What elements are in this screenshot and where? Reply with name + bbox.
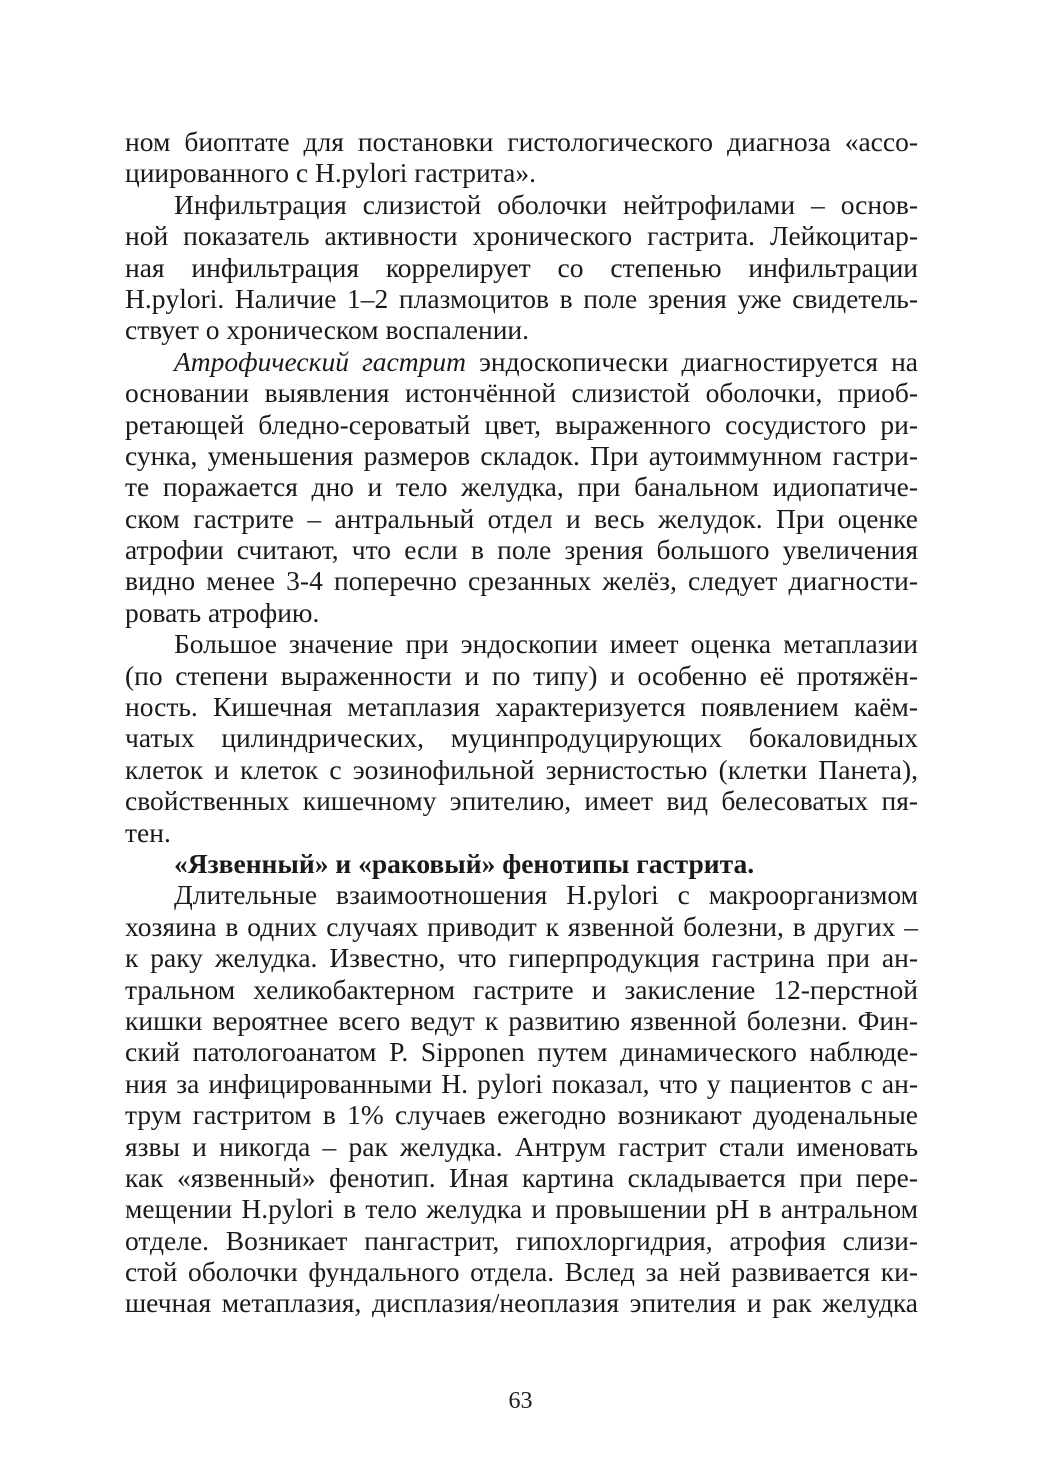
text-line: основании выявления истончённой слизистой оболочки, приоб- [125, 377, 918, 409]
text-line: ном биоптате для постановки гистологического диагноза «ассо- [125, 126, 918, 157]
text-line: циированного с H.pylori гастрита». [125, 157, 536, 189]
text-line: тральном хеликобактерном гастрите и закисление 12-перстной [125, 973, 918, 1005]
text-line: как «язвенный» фенотип. Иная картина складывается при пере- [125, 1161, 918, 1193]
text-line: ная инфильтрация коррелирует со степенью инфильтрации [125, 251, 918, 283]
text-line: те поражается дно и тело желудка, при банальном идиопатиче- [125, 471, 918, 503]
page-body [125, 126, 918, 1319]
text-line: атрофии считают, что если в поле зрения большого увеличения [125, 534, 918, 566]
text-line: ния за инфицированными H. pylori показал, что у пациентов с ан- [125, 1067, 918, 1099]
text-line: тен. [125, 816, 171, 848]
text-line: сунка, уменьшения размеров складок. При аутоиммунном гастри- [125, 439, 918, 471]
text-line: Инфильтрация слизистой оболочки нейтрофилами – основ- [174, 188, 918, 220]
text-line: отделе. Возникает пангастрит, гипохлоргидрия, атрофия слизи- [125, 1224, 918, 1256]
text-line: ность. Кишечная метаплазия характеризуется появлением каём- [125, 691, 918, 723]
text-line [125, 346, 918, 377]
text-line: ствует о хроническом воспалении. [125, 314, 530, 346]
italic-term: Атрофический гастрит [174, 345, 466, 377]
text-line: Большое значение при эндоскопии имеет оценка метаплазии [174, 628, 918, 660]
text-line: ной показатель активности хронического гастрита. Лейкоцитар- [125, 220, 918, 252]
text-line: чатых цилиндрических, муцинпродуцирующих бокаловидных [125, 722, 918, 754]
text-line: к раку желудка. Известно, что гиперпродукция гастрина при ан- [125, 942, 918, 974]
text-line: клеток и клеток с эозинофильной зернистостью (клетки Панета), [125, 753, 918, 785]
text-line: ский патологоанатом P. Sipponen путем динамического наблюде- [125, 1036, 918, 1068]
text-line: видно менее 3-4 поперечно срезанных желёз, следует диагности- [125, 565, 918, 597]
text-line: мещении H.pylori в тело желудка и провышении pH в антральном [125, 1193, 918, 1225]
text-line: Длительные взаимоотношения H.pylori с макроорганизмом [174, 879, 918, 911]
text-fragment: эндоскопически диагностируется на [465, 345, 919, 377]
text-line: свойственных кишечному эпителию, имеет вид белесоватых пя- [125, 785, 918, 817]
text-line: трум гастритом в 1% случаев ежегодно возникают дуоденальные [125, 1099, 918, 1131]
text-line: шечная метаплазия, дисплазия/неоплазия эпителия и рак желудка [125, 1287, 918, 1319]
text-line: H.pylori. Наличие 1–2 плазмоцитов в поле зрения уже свидетель- [125, 282, 918, 314]
text-line: кишки вероятнее всего ведут к развитию язвенной болезни. Фин- [125, 1004, 918, 1036]
text-line: ском гастрите – антральный отдел и весь желудок. При оценке [125, 502, 918, 534]
text-line: ровать атрофию. [125, 596, 320, 628]
text-line: ретающей бледно-сероватый цвет, выраженного сосудистого ри- [125, 408, 918, 440]
page-number: 63 [508, 1388, 533, 1414]
section-heading: «Язвенный» и «раковый» фенотипы гастрита. [174, 847, 755, 879]
text-line: хозяина в одних случаях приводит к язвенной болезни, в других – [125, 910, 918, 942]
text-line: (по степени выраженности и по типу) и особенно её протяжён- [125, 659, 918, 691]
text-line: стой оболочки фундального отдела. Вслед за ней развивается ки- [125, 1256, 918, 1288]
text-line: язвы и никогда – рак желудка. Антрум гастрит стали именовать [125, 1130, 918, 1162]
